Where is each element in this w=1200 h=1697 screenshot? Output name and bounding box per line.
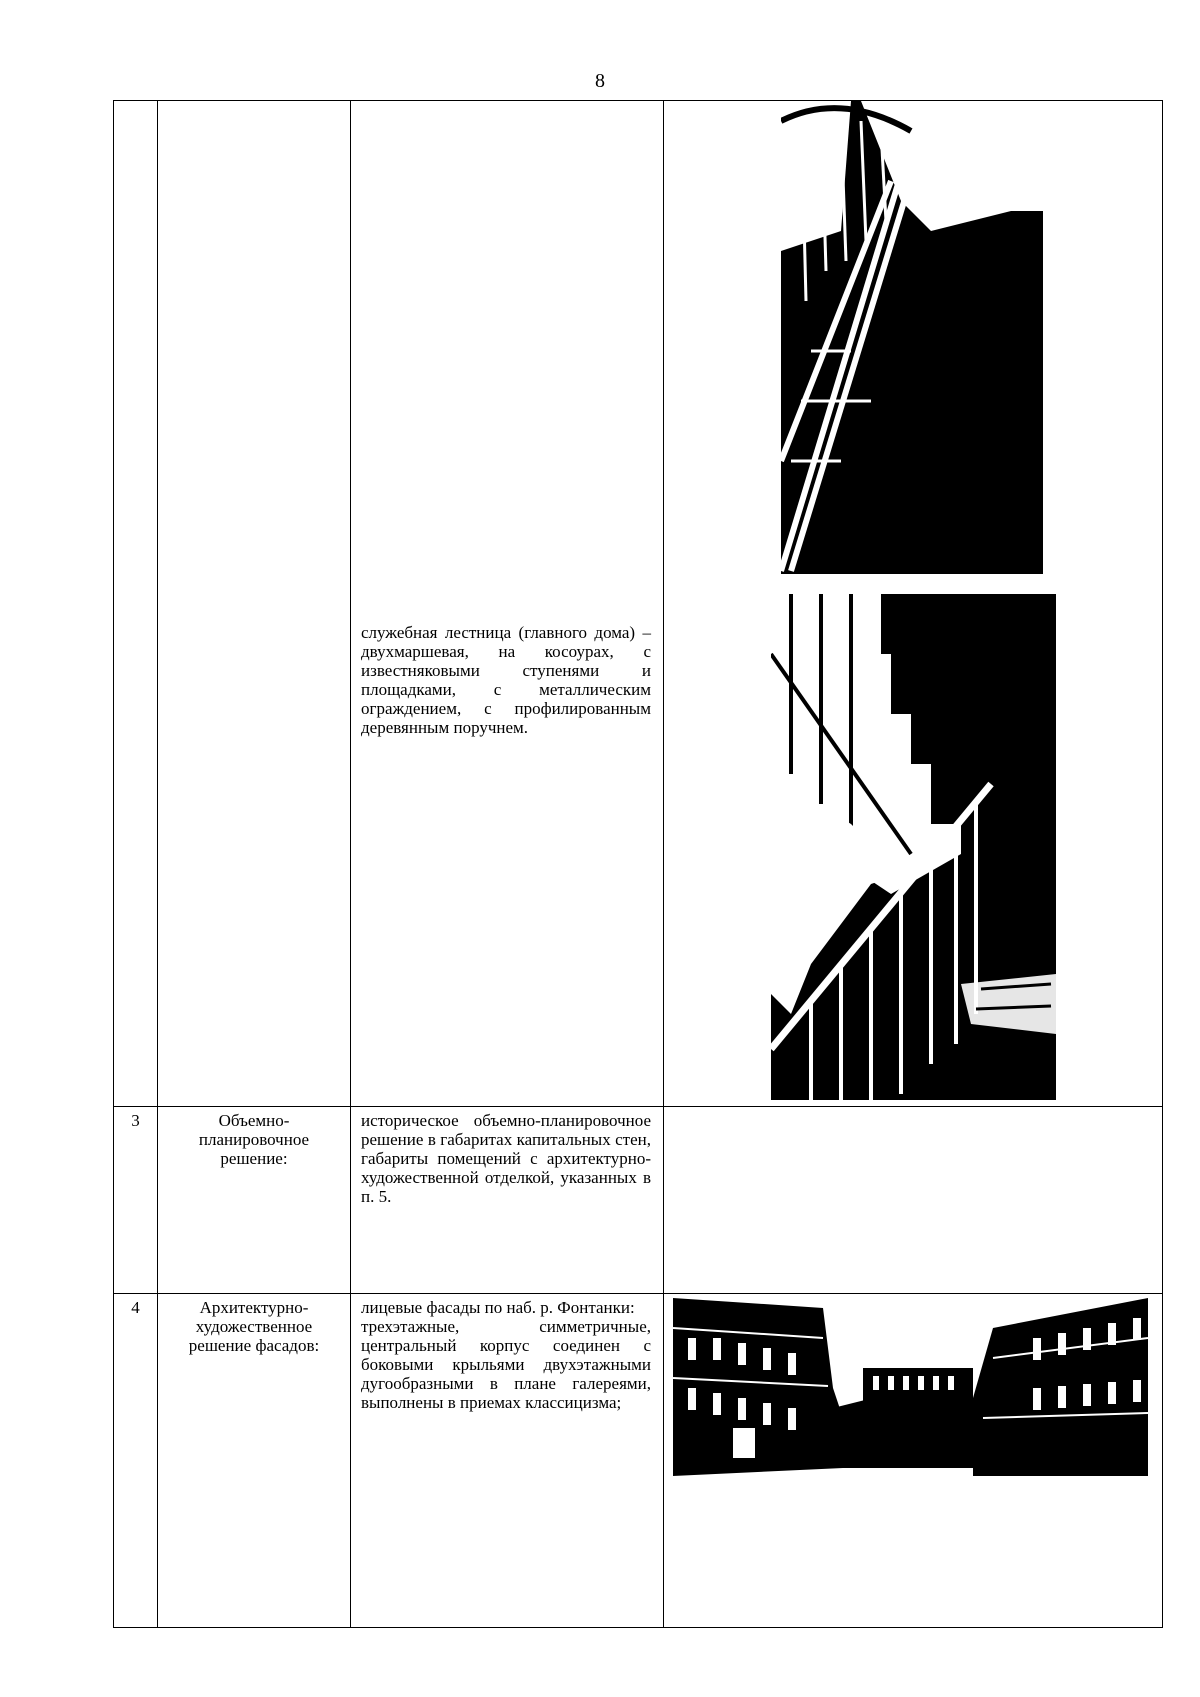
table-row (114, 1107, 1163, 1294)
row-description-cell (351, 101, 664, 1107)
row-description-cell (351, 1294, 664, 1628)
row-name-cell: Объемно-планировочное решение: (158, 1107, 351, 1294)
row-description-cell: историческое объемно-планировочное решение в габаритах капитальных стен, габариты помещений с архитектурно-художественной отделкой, указанных в п. 5. (351, 1107, 664, 1294)
page-number: 8 (595, 70, 605, 92)
photo-cell (664, 1107, 1163, 1294)
staircase-photo (781, 101, 1043, 574)
row-number-cell (114, 101, 158, 1107)
row-name-cell (158, 101, 351, 1107)
heritage-table (113, 100, 1163, 1628)
facade-description-line: лицевые фасады по наб. р. Фонтанки: (361, 1298, 635, 1317)
staircase-railing-photo (771, 594, 1056, 1100)
row-name-cell: Архитектурно-художественное решение фасадов: (158, 1294, 351, 1628)
courtyard-facade-photo (673, 1298, 1148, 1476)
table-row (114, 1294, 1163, 1628)
row-number-cell: 4 (114, 1294, 158, 1628)
stair-description: служебная лестница (главного дома) – двухмаршевая, на косоурах, с известняковыми ступенями и площадками, с металлическим ограждением, с профилированным деревянным поручнем. (361, 623, 651, 737)
photo-cell (664, 101, 1163, 1107)
facade-description-line: трехэтажные, симметричные, центральный корпус соединен с боковыми крыльями двухэтажными дугообразными в плане галереями, выполнены в приемах классицизма; (361, 1317, 651, 1412)
photo-cell (664, 1294, 1163, 1628)
table-row (114, 101, 1163, 1107)
row-number-cell: 3 (114, 1107, 158, 1294)
